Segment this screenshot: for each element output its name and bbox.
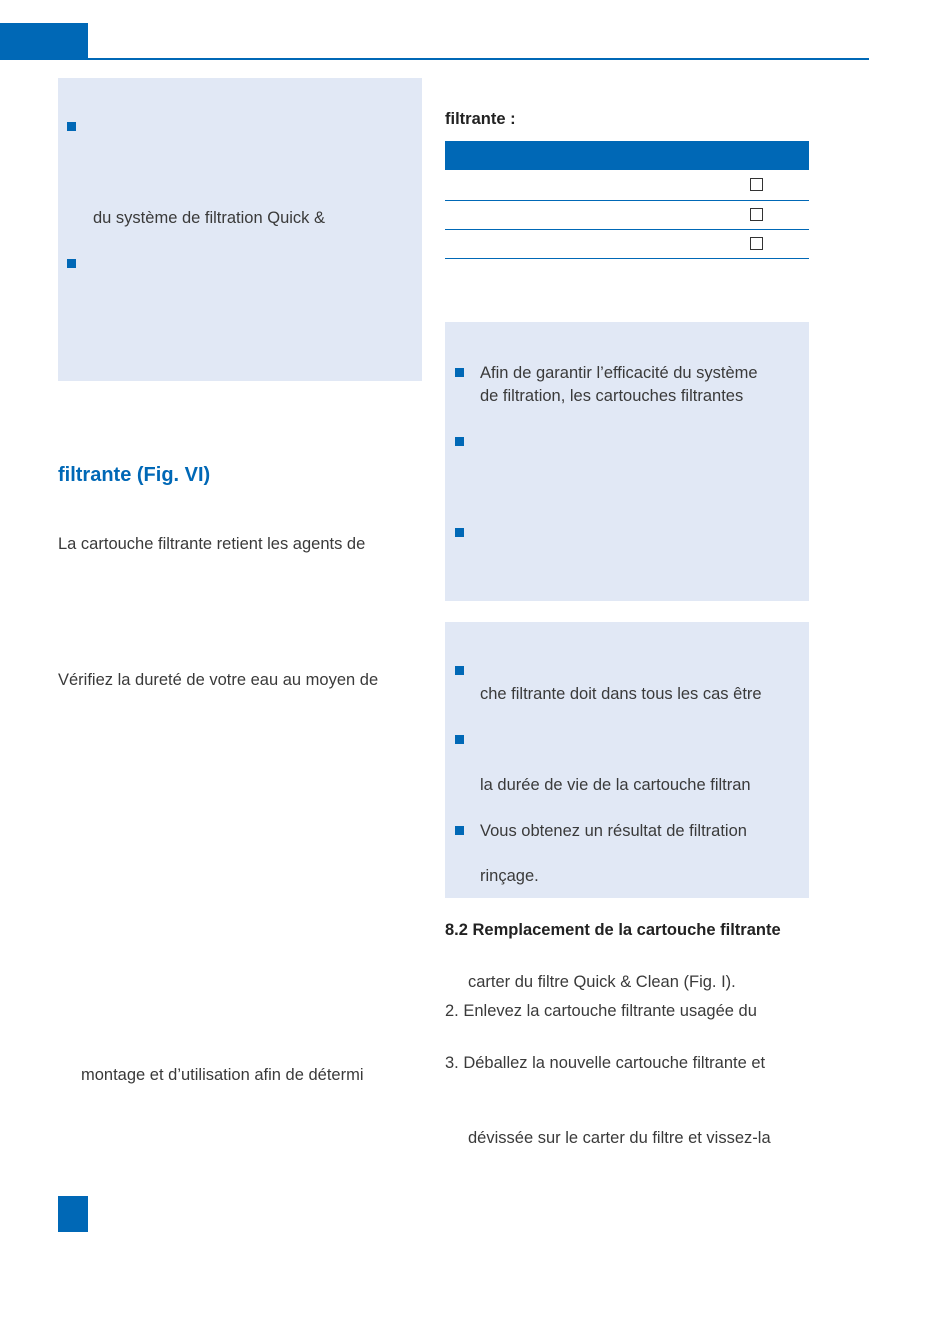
bullet-icon: [67, 122, 76, 131]
paragraph-3: montage et d’utilisation afin de détermi: [81, 1066, 364, 1084]
info-box-3: [445, 622, 809, 898]
checkbox-icon[interactable]: [750, 208, 763, 221]
info-box-3-line-2: la durée de vie de la cartouche filtran: [480, 776, 751, 794]
row-divider: [445, 258, 809, 259]
header-block: [0, 23, 88, 59]
table-header: [445, 141, 809, 170]
row-divider: [445, 200, 809, 201]
paragraph-1: La cartouche filtrante retient les agents de: [58, 535, 366, 553]
row-divider: [445, 229, 809, 230]
subsection-heading: 8.2 Remplacement de la cartouche filtrante: [445, 921, 781, 939]
info-box-3-line-1: che filtrante doit dans tous les cas être: [480, 685, 762, 703]
checkbox-icon[interactable]: [750, 178, 763, 191]
bullet-icon: [455, 437, 464, 446]
step-3: 3. Déballez la nouvelle cartouche filtrante et: [445, 1054, 766, 1072]
bullet-icon: [455, 735, 464, 744]
bullet-icon: [67, 259, 76, 268]
section-heading: filtrante (Fig. VI): [58, 464, 211, 486]
bullet-icon: [455, 528, 464, 537]
header-rule: [0, 58, 869, 60]
page-number-block: [58, 1196, 88, 1232]
info-box-3-line-4: rinçage.: [480, 867, 539, 885]
step-2: 2. Enlevez la cartouche filtrante usagée du: [445, 1002, 757, 1020]
info-box-3-line-3: Vous obtenez un résultat de filtration: [480, 822, 747, 840]
info-box-2-line-2: de filtration, les cartouches filtrantes: [480, 387, 744, 405]
info-box-2-line-1: Afin de garantir l’efficacité du système: [480, 364, 758, 382]
bullet-icon: [455, 666, 464, 675]
step-1-continuation: carter du filtre Quick & Clean (Fig. I).: [468, 973, 736, 991]
bullet-icon: [455, 368, 464, 377]
paragraph-2: Vérifiez la dureté de votre eau au moyen de: [58, 671, 379, 689]
checkbox-icon[interactable]: [750, 237, 763, 250]
step-3-continuation: dévissée sur le carter du filtre et vissez-la: [468, 1129, 771, 1147]
info-box-1: [58, 78, 422, 381]
info-box-1-line: du système de filtration Quick &: [93, 209, 326, 227]
table-title: filtrante :: [445, 110, 516, 128]
bullet-icon: [455, 826, 464, 835]
